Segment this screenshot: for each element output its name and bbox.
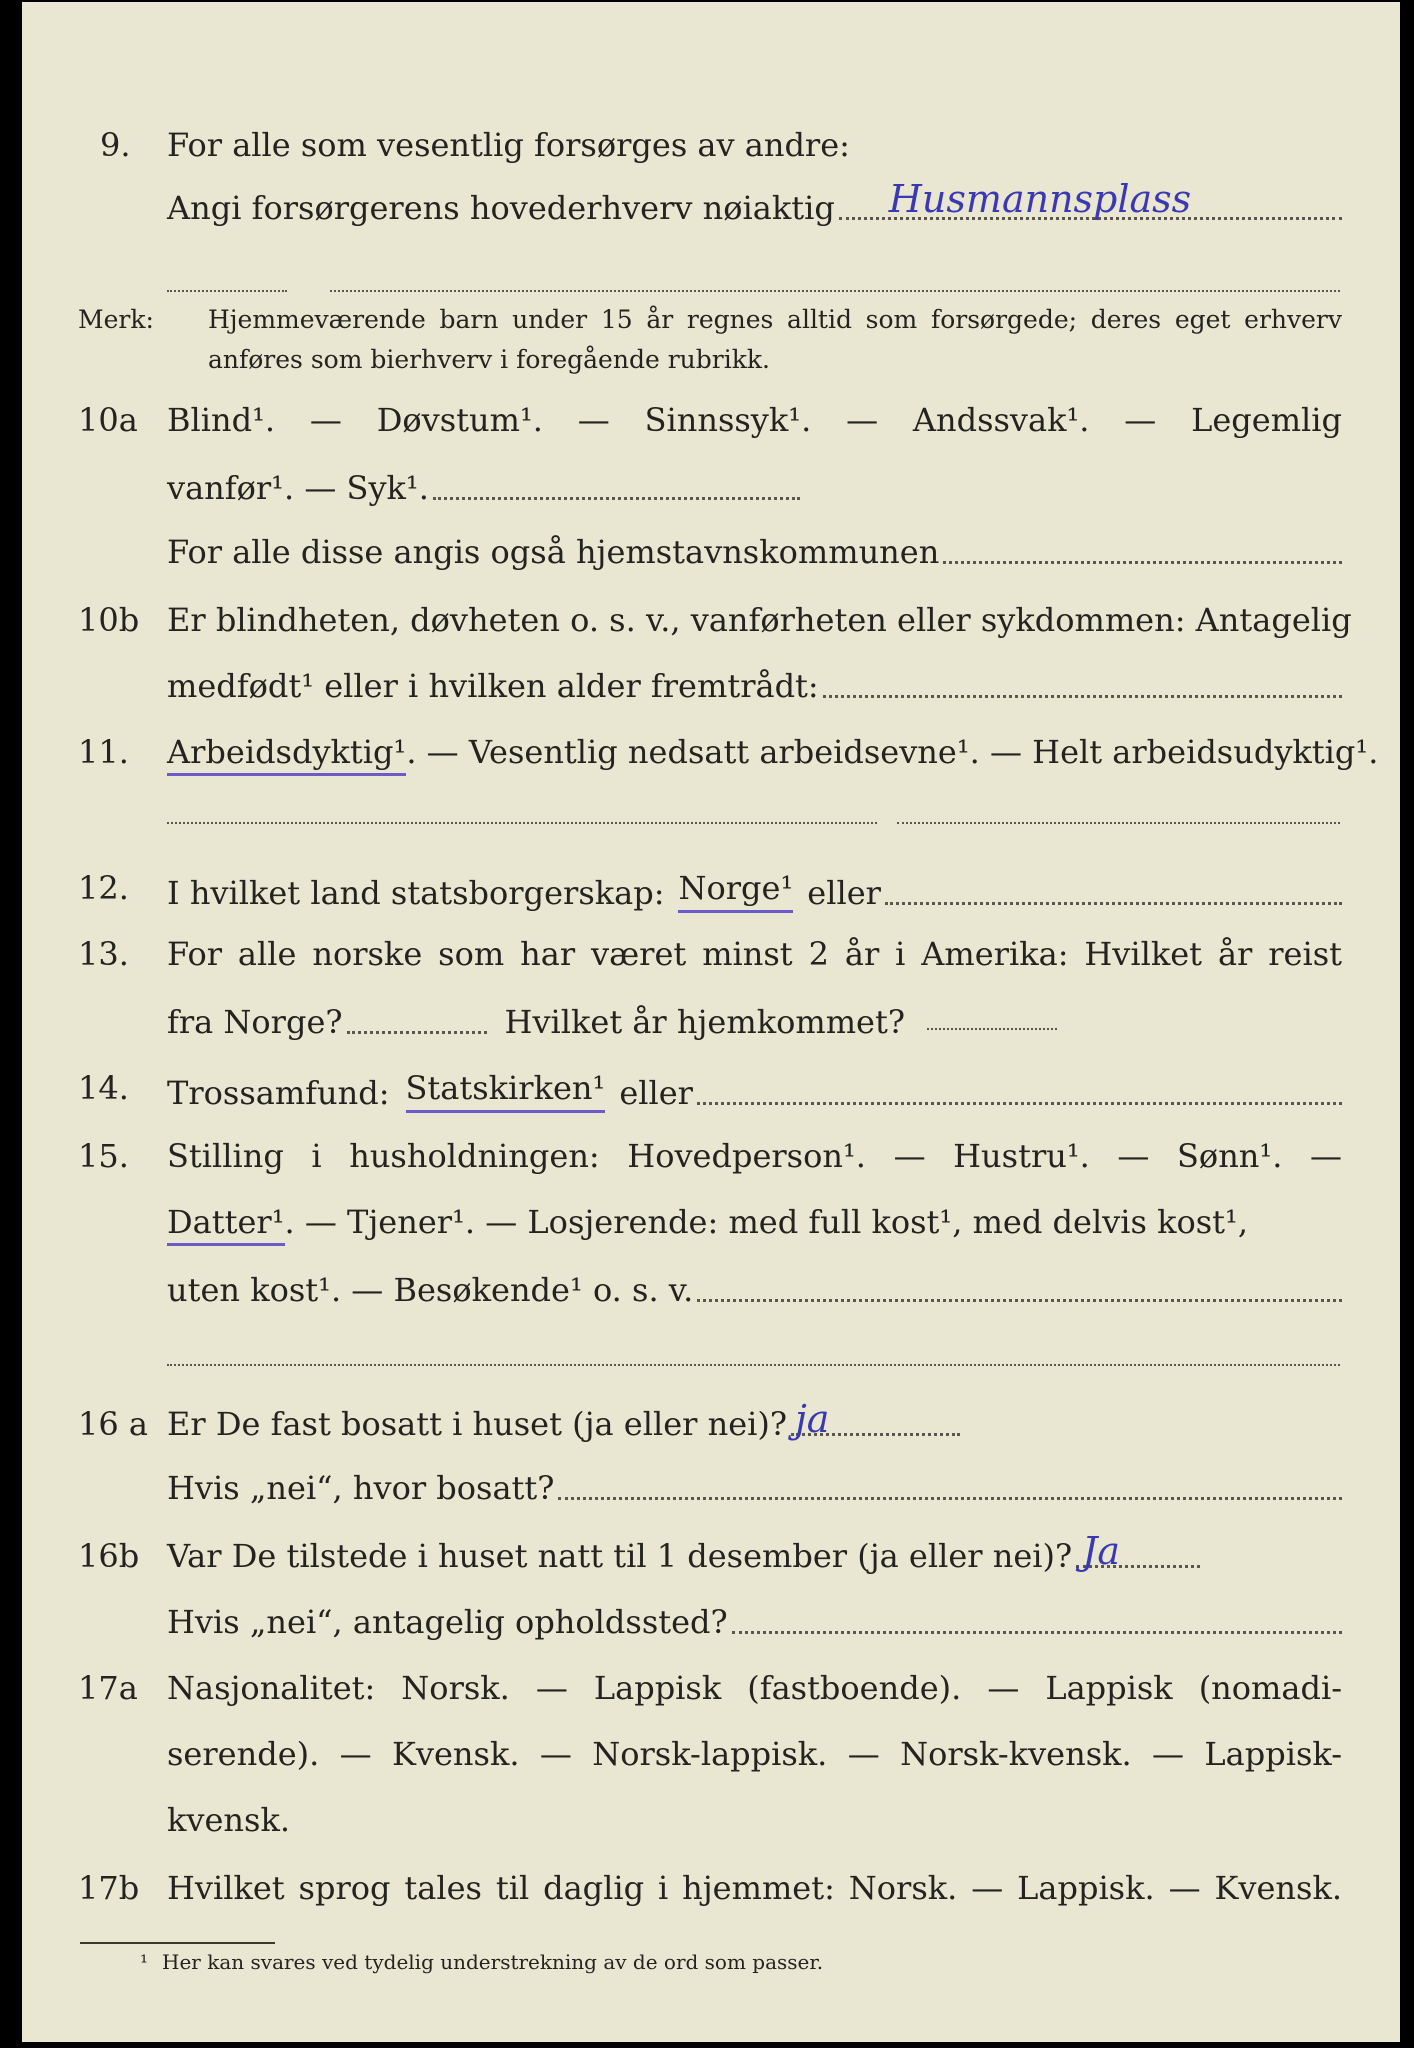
option-underlined[interactable]: Arbeidsdyktig¹ (167, 733, 406, 776)
question-text: Var De tilstede i huset natt til 1 desember (ja eller nei)? (167, 1537, 1073, 1575)
blank-line (927, 1028, 1057, 1030)
footnote (140, 1950, 823, 1974)
blank-line (330, 290, 1340, 292)
note-label: Merk: (78, 305, 154, 334)
question-text: serende). — Kvensk. — Norsk-lappisk. — Norsk-kvensk. — Lappisk- (167, 1735, 1342, 1773)
answer-field[interactable] (697, 1102, 1342, 1105)
question-text: eller (807, 874, 881, 912)
census-form-page (22, 2, 1400, 2042)
answer-field[interactable] (823, 695, 1342, 698)
footnote-rule (80, 1942, 275, 1944)
answer-field[interactable] (558, 1497, 1342, 1500)
question-text: medfødt¹ eller i hvilken alder fremtrådt: (167, 667, 819, 705)
question-text: Hvis „nei“, hvor bosatt? (167, 1469, 555, 1507)
question-text: For alle disse angis også hjemstavnskommunen (167, 533, 940, 571)
question-text: Hvilket sprog tales til daglig i hjemmet: Norsk. — Lappisk. — Kvensk. (167, 1869, 1342, 1907)
question-number: 14. (78, 1069, 129, 1107)
footnote-mark: ¹ (140, 1950, 149, 1974)
option-underlined[interactable]: Datter¹ (167, 1203, 285, 1246)
question-text: For alle som vesentlig forsørges av andre: (167, 126, 850, 164)
question-number: 9. (100, 126, 131, 164)
answer-field[interactable] (885, 902, 1342, 905)
question-number: 16 a (78, 1405, 148, 1443)
note-text: Hjemmeværende barn under 15 år regnes alltid som forsørgede; deres eget erhverv (208, 305, 1342, 334)
question-text: Blind¹. — Døvstum¹. — Sinnssyk¹. — Andssvak¹. — Legemlig (167, 401, 1342, 439)
answer-field[interactable] (791, 1397, 960, 1441)
question-text: kvensk. (167, 1801, 290, 1839)
note-text: anføres som bierhverv i foregående rubrikk. (208, 345, 770, 374)
question-number: 10b (78, 601, 140, 639)
question-number: 12. (78, 869, 129, 907)
question-text: Hvis „nei“, antagelig opholdssted? (167, 1603, 728, 1641)
question-number: 13. (78, 935, 129, 973)
option-underlined[interactable]: Norge¹ (678, 868, 793, 913)
question-text: Hvilket år hjemkommet? (504, 1003, 905, 1041)
blank-line (167, 290, 287, 292)
question-text: Er blindheten, døvheten o. s. v., vanførheten eller sykdommen: Antagelig (167, 601, 1352, 639)
question-number: 11. (78, 733, 129, 771)
footnote-text: Her kan svares ved tydelig understrekning av de ord som passer. (162, 1950, 824, 1974)
answer-field[interactable] (943, 561, 1342, 564)
question-text: Trossamfund: (167, 1074, 390, 1112)
answer-field[interactable] (839, 177, 1342, 221)
handwritten-answer: Ja (1082, 1529, 1121, 1573)
question-number: 10a (78, 401, 138, 439)
answer-field[interactable] (347, 1031, 487, 1034)
question-text: Er De fast bosatt i huset (ja eller nei)? (167, 1405, 788, 1443)
option-underlined[interactable]: Statskirken¹ (406, 1068, 606, 1113)
blank-line (897, 822, 1340, 824)
answer-field[interactable] (433, 497, 800, 500)
question-text: For alle norske som har været minst 2 år i Amerika: Hvilket år reist (167, 935, 1342, 973)
handwritten-answer: ja (795, 1397, 830, 1441)
answer-field[interactable] (1076, 1529, 1200, 1573)
question-number: 17b (78, 1869, 140, 1907)
answer-field[interactable] (732, 1631, 1342, 1634)
question-text: . — Tjener¹. — Losjerende: med full kost¹, med delvis kost¹, (284, 1203, 1249, 1241)
question-text: Nasjonalitet: Norsk. — Lappisk (fastboende). — Lappisk (nomadi- (167, 1669, 1342, 1707)
question-text: vanfør¹. — Syk¹. (167, 469, 429, 507)
question-number: 17a (78, 1669, 138, 1707)
question-text: Stilling i husholdningen: Hovedperson¹. — Hustru¹. — Sønn¹. — (167, 1137, 1342, 1175)
question-text: . — Vesentlig nedsatt arbeidsevne¹. — Helt arbeidsudyktig¹. (406, 733, 1379, 771)
question-number: 16b (78, 1537, 140, 1575)
answer-field[interactable] (697, 1299, 1342, 1302)
question-text: uten kost¹. — Besøkende¹ o. s. v. (167, 1271, 694, 1309)
handwritten-answer: Husmannsplass (888, 177, 1192, 221)
question-text: eller (619, 1074, 693, 1112)
question-number: 15. (78, 1137, 129, 1175)
question-text: fra Norge? (167, 1003, 343, 1041)
blank-line (167, 1364, 1340, 1366)
question-text: I hvilket land statsborgerskap: (167, 874, 665, 912)
blank-line (167, 822, 877, 824)
question-text: Angi forsørgerens hovederhverv nøiaktig (167, 189, 835, 227)
